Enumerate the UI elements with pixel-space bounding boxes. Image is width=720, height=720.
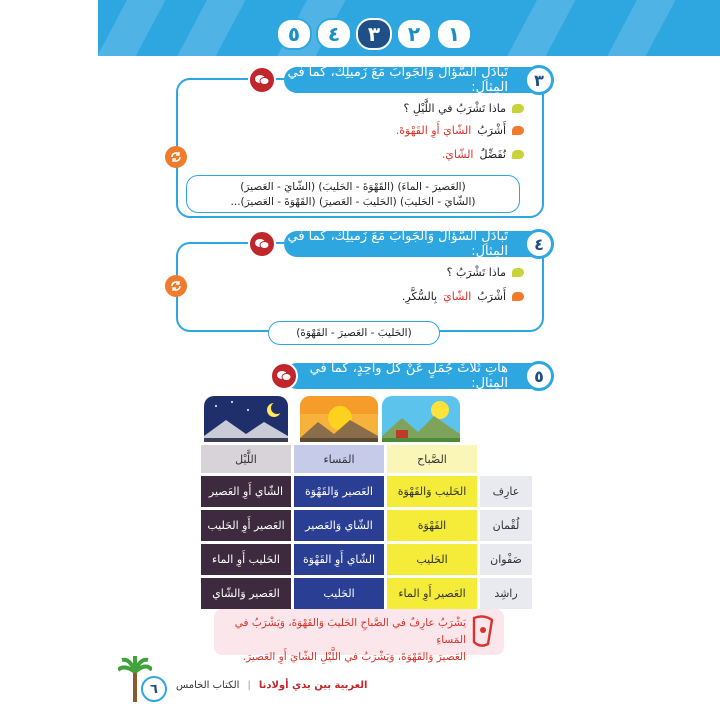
cell-night: الحَليب أَوِ الماء — [201, 544, 291, 575]
table-row — [201, 476, 532, 507]
tab-5[interactable]: ٥ — [276, 18, 312, 50]
exercise4-bar — [284, 231, 546, 257]
cell-evening: الشّاي أَوِ القَهْوَة — [294, 544, 384, 575]
column-header-morning: الصَّباح — [387, 445, 477, 473]
morning-illustration — [382, 396, 460, 442]
footer-separator: | — [247, 680, 251, 691]
yellow-bubble-icon — [512, 150, 524, 159]
tab-3[interactable]: ٣ — [356, 18, 392, 50]
table-row — [201, 578, 532, 609]
exercise5-number: ٥ — [524, 361, 554, 391]
table-row — [201, 510, 532, 541]
lesson-tabs — [276, 18, 472, 52]
chat-bubbles-icon — [270, 362, 298, 390]
orange-bubble-icon — [512, 126, 524, 135]
table-header-row — [201, 445, 532, 473]
exercise4-word-box — [268, 321, 440, 345]
drinks-table — [198, 442, 535, 612]
page-header — [98, 0, 720, 56]
exercise5-bar — [284, 363, 546, 389]
column-header-evening: المَساء — [294, 445, 384, 473]
row-name: عارِف — [480, 476, 532, 507]
row-name: صَفْوان — [480, 544, 532, 575]
example-line2: العَصيرَ وَالقَهْوَةَ، وَيَشْرَبُ في اللَّيْلِ الشّايَ أَوِ العَصيرَ. — [242, 651, 466, 663]
chat-bubbles-icon — [248, 230, 276, 258]
cell-evening: العَصير وَالقَهْوَة — [294, 476, 384, 507]
footer-part: الكتاب الخامس — [176, 680, 240, 691]
exercise5-instruction: هاتِ ثَلاثَ جُمَلٍ عَنْ كُلِّ واحِدٍ، كَما في المِثالِ: — [309, 361, 508, 391]
exercise3-answer-a: أَشْرَبُ الشّايَ أَوِ القَهْوَةَ. — [396, 124, 524, 137]
recycle-icon — [165, 275, 187, 297]
exercise3-question: ماذا تَشْرَبُ في اللَّيْلِ ؟ — [404, 102, 524, 115]
cell-night: الشّاي أَوِ العَصير — [201, 476, 291, 507]
evening-illustration — [300, 396, 378, 442]
exercise4-words: (الحَليبَ - العَصيرَ - القَهْوَةَ) — [296, 327, 412, 339]
row-name: لُقْمان — [480, 510, 532, 541]
exercise3-number: ٣ — [524, 65, 554, 95]
exercise3-word-box — [186, 175, 520, 213]
chat-bubbles-icon — [248, 66, 276, 94]
table-row — [201, 544, 532, 575]
cell-evening: الشّاي وَالعَصير — [294, 510, 384, 541]
empty-header-cell — [480, 445, 532, 473]
exercise4-instruction: تَبادَلِ السُّؤالَ وَالجَوابَ مَعَ زَميلِكَ، كَما في المِثالِ: — [287, 229, 508, 259]
exercise4-question: ماذا تَشْرَبُ ؟ — [447, 266, 524, 279]
exercise4-answer: أَشْرَبُ الشّايَ بِالسُّكَّرِ. — [402, 290, 524, 303]
column-header-night: اللَّيْل — [201, 445, 291, 473]
exercise3-words-line2: (الشّايَ - الحَليبَ) (الحَليبَ - العَصيرَ) (القَهْوَةَ - العَصيرَ)... — [230, 196, 476, 208]
recycle-icon — [165, 146, 187, 168]
orange-bubble-icon — [512, 292, 524, 301]
exercise3-instruction: تَبادَلِ السُّؤالَ وَالجَوابَ مَعَ زَميلِكَ، كَما في المِثالِ: — [287, 65, 508, 95]
cell-evening: الحَليب — [294, 578, 384, 609]
exercise3-answer-b: نُفَضِّلُ الشّايَ. — [442, 148, 524, 161]
cell-night: العَصير أَوِ الحَليب — [201, 510, 291, 541]
page-number: ٦ — [141, 676, 167, 702]
night-illustration — [204, 396, 288, 442]
cell-morning: الحَليب — [387, 544, 477, 575]
cell-night: العَصير وَالشّاي — [201, 578, 291, 609]
example-box — [214, 609, 504, 663]
exercise3-words-line1: (العَصيرَ - الماءَ) (القَهْوَةَ - الحَليبَ) (الشّايَ - العَصيرَ) — [240, 181, 466, 193]
example-line1: يَشْرَبُ عارِفٌ في الصَّباحِ الحَليبَ وَالقَهْوَةَ، وَيَشْرَبُ في المَساءِ — [234, 617, 466, 646]
footer-text — [176, 680, 367, 691]
yellow-bubble-icon — [512, 268, 524, 277]
cell-morning: القَهْوَة — [387, 510, 477, 541]
tab-2[interactable]: ٢ — [396, 18, 432, 50]
tab-1[interactable]: ١ — [436, 18, 472, 50]
example-marker-icon — [470, 614, 498, 650]
cell-morning: الحَليب وَالقَهْوَة — [387, 476, 477, 507]
cell-morning: العَصير أَوِ الماء — [387, 578, 477, 609]
exercise4-number: ٤ — [524, 229, 554, 259]
tab-4[interactable]: ٤ — [316, 18, 352, 50]
footer-book-title: العربية بين يدي أولادنا — [258, 680, 368, 691]
yellow-bubble-icon — [512, 104, 524, 113]
exercise3-bar — [284, 67, 546, 93]
row-name: راشِد — [480, 578, 532, 609]
